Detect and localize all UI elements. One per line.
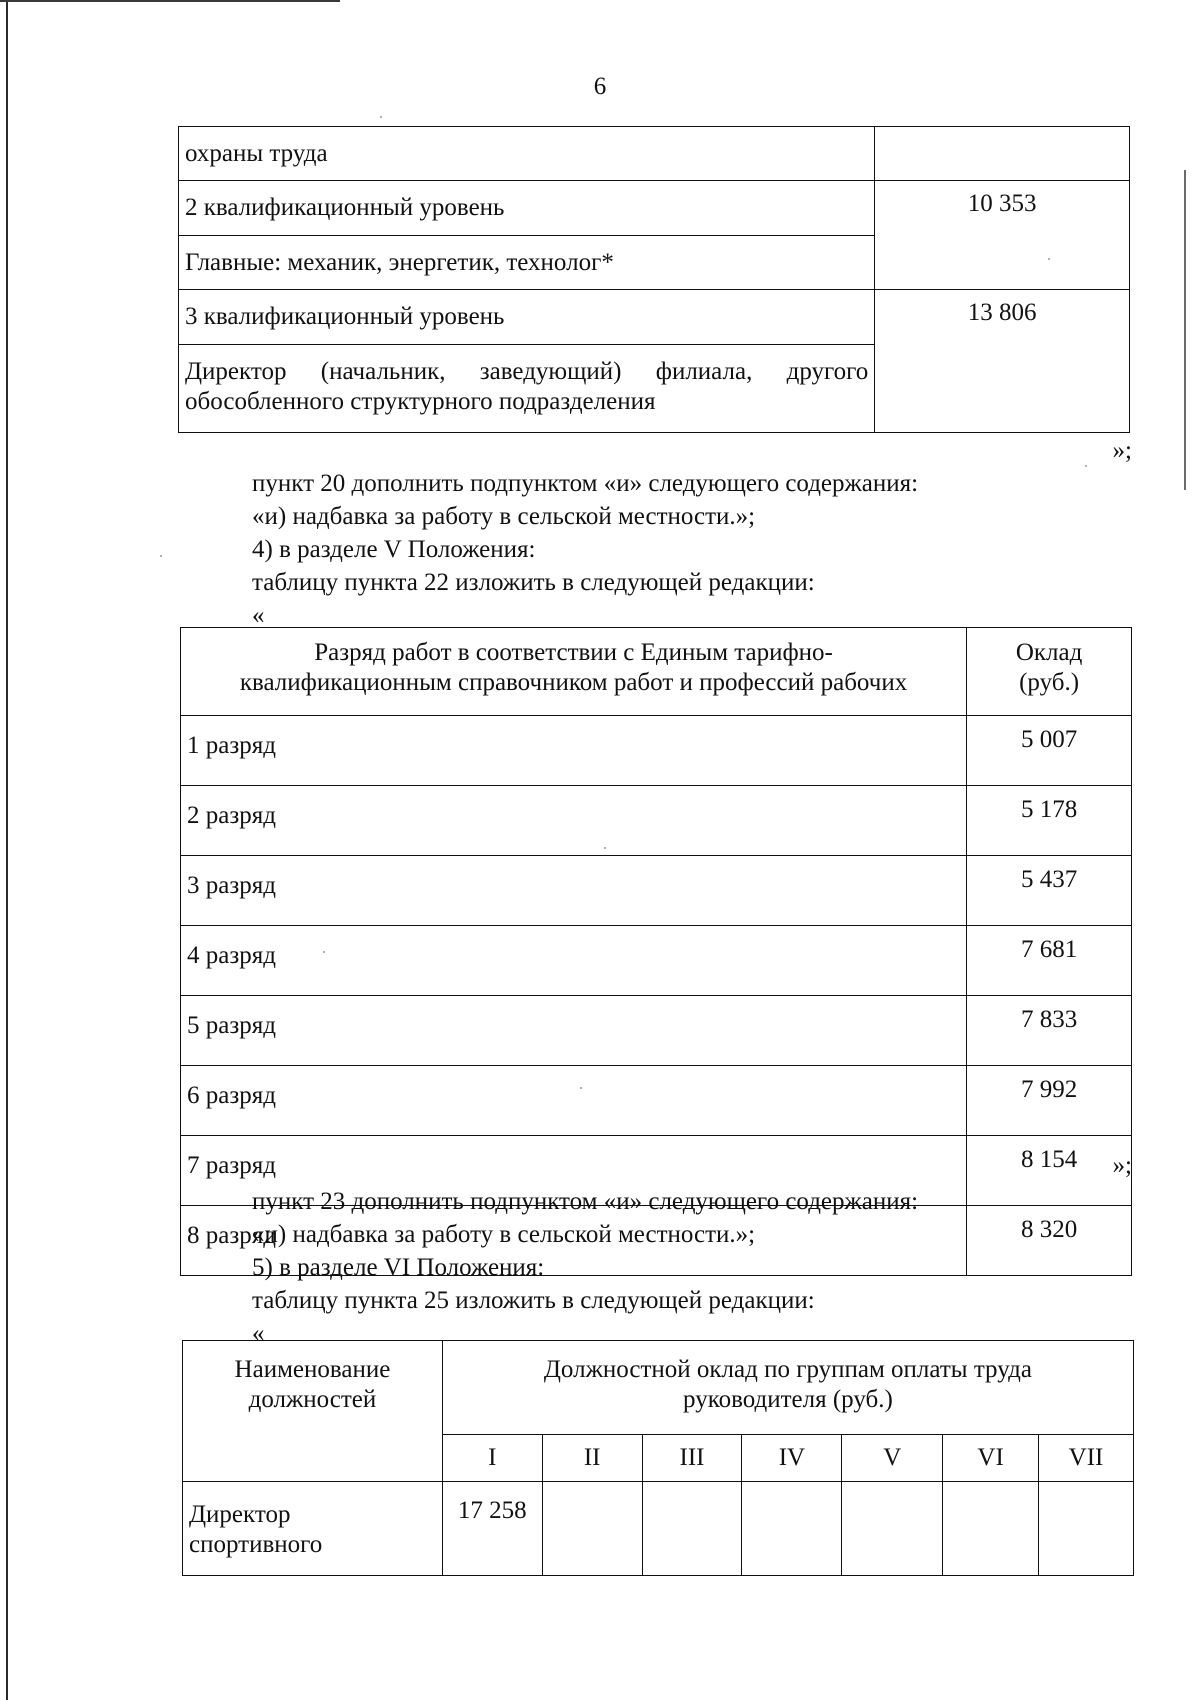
- table-header-row: [183, 1341, 1134, 1435]
- group-header: VI: [943, 1435, 1039, 1482]
- header-line: (руб.): [1019, 669, 1080, 696]
- grade-label: 5 разряд: [181, 996, 967, 1066]
- group-header: V: [842, 1435, 943, 1482]
- salary-value: [1039, 1482, 1134, 1576]
- scan-edge-right: [1184, 170, 1186, 490]
- table-row: [181, 996, 1132, 1066]
- header-line: Должностной оклад по группам оплаты труда: [543, 1356, 1032, 1383]
- position-name: [183, 1482, 443, 1576]
- grade-value: 5 007: [967, 716, 1132, 786]
- header-cell: [967, 628, 1132, 716]
- scan-edge-left: [6, 0, 8, 1700]
- group-header: II: [542, 1435, 642, 1482]
- salary-value: 17 258: [442, 1482, 542, 1576]
- grade-value: 5 178: [967, 786, 1132, 856]
- grade-label: 4 разряд: [181, 926, 967, 996]
- header-line: должностей: [248, 1386, 377, 1413]
- grade-value: 5 437: [967, 856, 1132, 926]
- cell-line: Директор: [189, 1501, 291, 1528]
- scan-speck: [1085, 465, 1087, 467]
- table-row: [181, 786, 1132, 856]
- closing-quote: »;: [1112, 437, 1132, 464]
- grade-value: 8 154: [967, 1136, 1132, 1206]
- salary-value: [742, 1482, 842, 1576]
- table-row: [179, 127, 1130, 181]
- cell-line: Директор (начальник, заведующий) филиала, другого: [185, 358, 869, 385]
- grade-value: 7 681: [967, 926, 1132, 996]
- scan-speck: [580, 1087, 582, 1089]
- salary-value: [642, 1482, 742, 1576]
- header-line: Наименование: [234, 1356, 391, 1383]
- paragraph: «и) надбавка за работу в сельской местности.»;: [252, 503, 756, 530]
- salary-value: [943, 1482, 1039, 1576]
- table-cell: Главные: механик, энергетик, технолог*: [179, 236, 875, 290]
- grade-label: 3 разряд: [181, 856, 967, 926]
- header-cell: [183, 1341, 443, 1482]
- grade-value: 7 992: [967, 1066, 1132, 1136]
- grade-label: 7 разряд: [181, 1136, 967, 1206]
- scan-speck: [380, 116, 382, 118]
- grade-label: 2 разряд: [181, 786, 967, 856]
- header-line: квалификационным справочником работ и профессий рабочих: [239, 669, 908, 696]
- grade-value: 7 833: [967, 996, 1132, 1066]
- table-cell: [179, 345, 875, 433]
- table-row: [179, 290, 1130, 345]
- grade-label: 6 разряд: [181, 1066, 967, 1136]
- grade-value: 8 320: [967, 1206, 1132, 1276]
- paragraph: 5) в разделе VI Положения:: [252, 1254, 545, 1281]
- scan-edge-top: [0, 0, 340, 2]
- paragraph: таблицу пункта 22 изложить в следующей редакции:: [252, 569, 815, 596]
- grade-label: 8 разряд: [181, 1206, 967, 1276]
- table-cell: 2 квалификационный уровень: [179, 181, 875, 236]
- paragraph: «и) надбавка за работу в сельской местности.»;: [252, 1221, 756, 1248]
- header-cell: [442, 1341, 1133, 1435]
- opening-quote: «: [252, 1320, 265, 1347]
- table-header-row: [181, 628, 1132, 716]
- table-cell: [875, 127, 1130, 181]
- scan-speck: [160, 555, 162, 557]
- table-row: [183, 1482, 1134, 1576]
- closing-quote: »;: [1112, 1152, 1132, 1179]
- salary-value: [542, 1482, 642, 1576]
- salary-value: 13 806: [875, 290, 1130, 433]
- cell-line: спортивного: [189, 1531, 323, 1558]
- header-cell: [181, 628, 967, 716]
- grade-label: 1 разряд: [181, 716, 967, 786]
- scan-speck: [604, 847, 606, 849]
- paragraph: 4) в разделе V Положения:: [252, 536, 536, 563]
- scan-speck: [323, 951, 325, 953]
- table-row: [181, 1066, 1132, 1136]
- cell-line: обособленного структурного подразделения: [185, 388, 656, 415]
- paragraph: пункт 23 дополнить подпунктом «и» следующего содержания:: [252, 1188, 919, 1215]
- table-row: [181, 856, 1132, 926]
- salary-value: 10 353: [875, 181, 1130, 290]
- header-line: Разряд работ в соответствии с Единым тарифно-: [314, 639, 833, 666]
- salary-value: [842, 1482, 943, 1576]
- group-header: I: [442, 1435, 542, 1482]
- group-header: III: [642, 1435, 742, 1482]
- group-header: VII: [1039, 1435, 1134, 1482]
- table-row: [179, 181, 1130, 236]
- table-row: [181, 716, 1132, 786]
- page-number: 6: [593, 73, 607, 100]
- table-cell: 3 квалификационный уровень: [179, 290, 875, 345]
- scan-speck: [1048, 258, 1050, 260]
- opening-quote: «: [252, 602, 265, 629]
- management-salary-table: [182, 1340, 1134, 1576]
- group-header: IV: [742, 1435, 842, 1482]
- qualification-table: [178, 126, 1130, 433]
- table-row: [181, 926, 1132, 996]
- header-line: Оклад: [1015, 639, 1083, 666]
- paragraph: таблицу пункта 25 изложить в следующей редакции:: [252, 1287, 815, 1314]
- header-line: руководителя (руб.): [683, 1386, 893, 1413]
- paragraph: пункт 20 дополнить подпунктом «и» следующего содержания:: [252, 470, 919, 497]
- table-cell: охраны труда: [179, 127, 875, 181]
